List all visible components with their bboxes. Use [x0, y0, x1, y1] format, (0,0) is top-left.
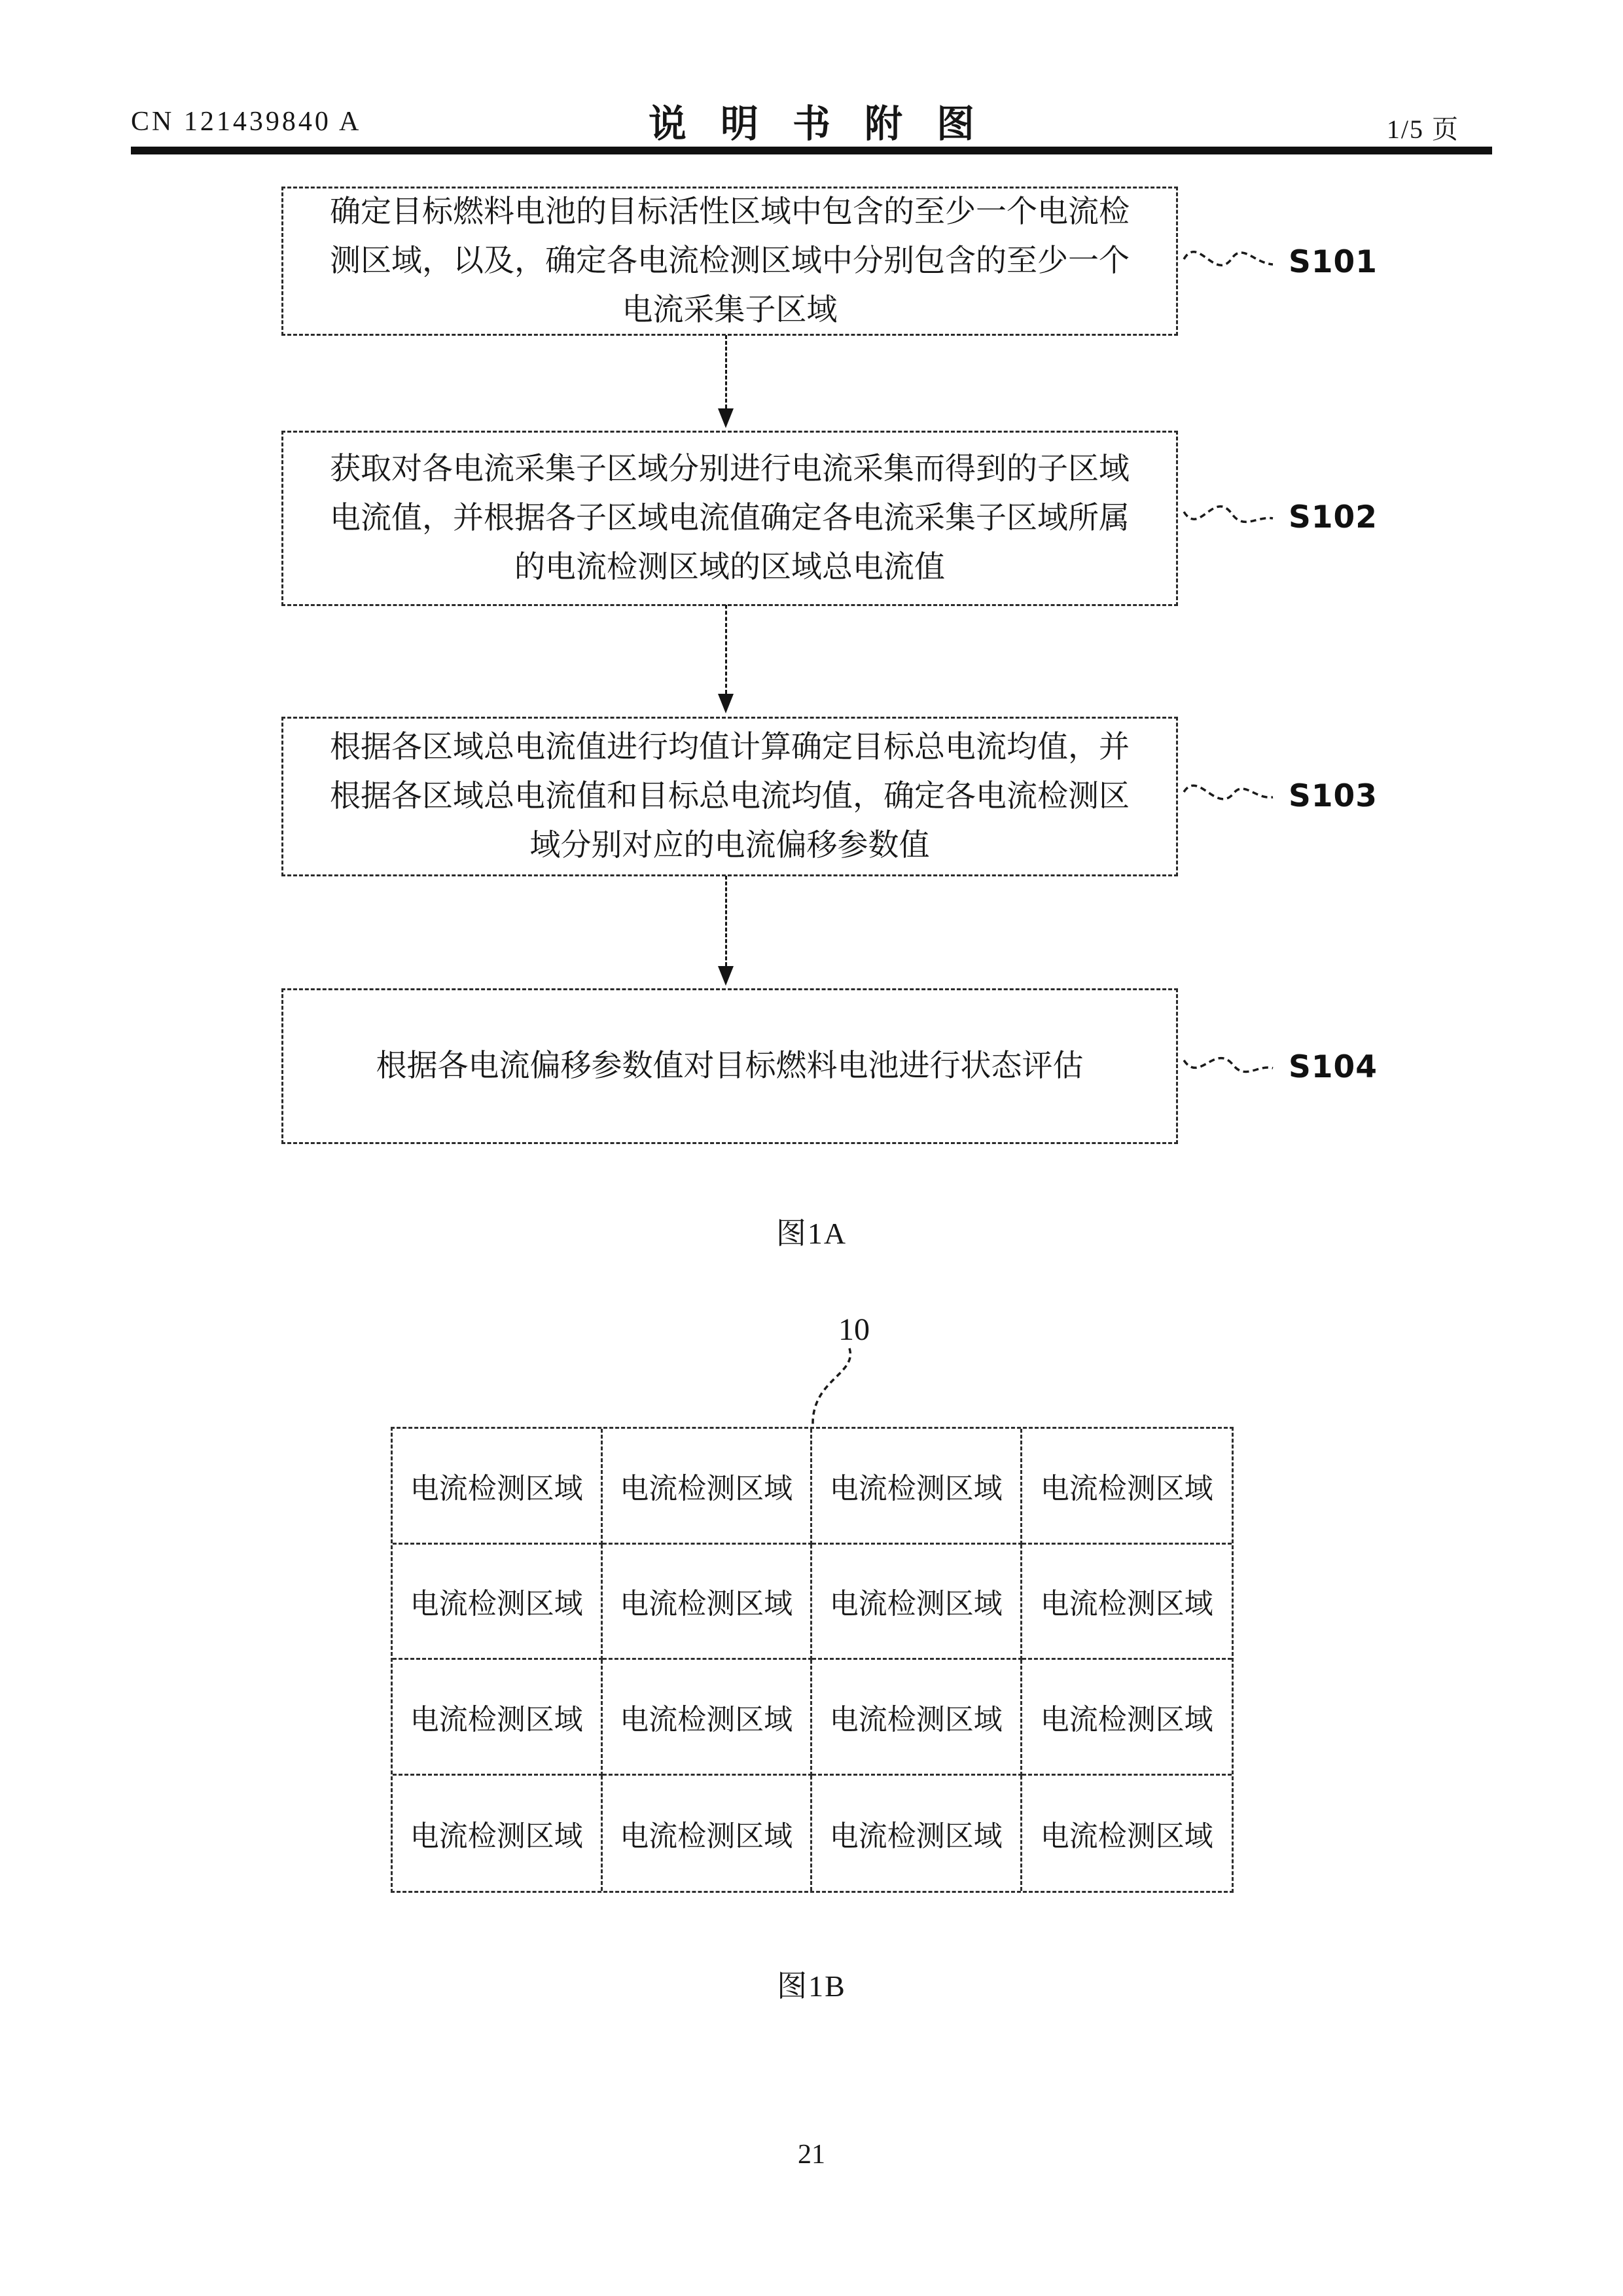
flow-step-text-line: 根据各区域总电流值进行均值计算确定目标总电流均值，并 — [330, 730, 1130, 764]
step-id: S102 — [1289, 499, 1378, 535]
flow-step-text-line: 获取对各电流采集子区域分别进行电流采集而得到的子区域 — [330, 452, 1130, 486]
figure-1a-caption: 图1A — [776, 1217, 847, 1250]
grid-cell: 电流检测区域 — [393, 1660, 603, 1776]
step-label-s104 — [1181, 1042, 1378, 1092]
page-title: 说明书附图 — [648, 103, 1008, 145]
figure-1b-caption: 图1B — [777, 1969, 846, 2003]
grid-cell: 电流检测区域 — [603, 1545, 813, 1660]
flow-step-s101 — [281, 187, 1178, 336]
grid-cell: 电流检测区域 — [1022, 1429, 1232, 1545]
page-indicator: 1/5 页 — [1386, 115, 1459, 144]
squiggle-leader-icon — [1181, 492, 1279, 542]
flow-step-text-line: 的电流检测区域的区域总电流值 — [514, 550, 945, 584]
arrow-head-icon — [718, 966, 734, 986]
step-label-s103 — [1181, 771, 1378, 821]
step-id: S103 — [1289, 778, 1378, 814]
grid-cell: 电流检测区域 — [393, 1776, 603, 1892]
arrow-shaft — [725, 876, 727, 966]
arrow-shaft — [725, 605, 727, 694]
grid-cell: 电流检测区域 — [812, 1429, 1022, 1545]
flow-step-s104 — [281, 988, 1178, 1144]
flow-step-text-line: 根据各电流偏移参数值对目标燃料电池进行状态评估 — [376, 1049, 1084, 1083]
squiggle-leader-icon — [1181, 771, 1279, 821]
grid-cell: 电流检测区域 — [603, 1776, 813, 1892]
step-label-s101 — [1181, 237, 1378, 287]
flow-arrow-down — [717, 335, 734, 428]
footer-page-number: 21 — [798, 2140, 825, 2170]
flow-step-text-line: 测区域，以及，确定各电流检测区域中分别包含的至少一个 — [330, 243, 1130, 278]
header-rule — [131, 147, 1492, 154]
reference-label-10: 10 — [838, 1312, 870, 1347]
grid-cell: 电流检测区域 — [393, 1429, 603, 1545]
flow-step-text-line: 电流值，并根据各子区域电流值确定各电流采集子区域所属 — [330, 501, 1130, 535]
flow-arrow-down — [717, 876, 734, 986]
squiggle-leader-icon — [1181, 237, 1279, 287]
flow-step-text-line: 域分别对应的电流偏移参数值 — [529, 828, 930, 863]
arrow-shaft — [725, 335, 727, 408]
squiggle-leader-icon — [1181, 1042, 1279, 1092]
grid-cell: 电流检测区域 — [393, 1545, 603, 1660]
grid-cell: 电流检测区域 — [1040, 1820, 1213, 1852]
arrow-head-icon — [718, 408, 734, 428]
flow-step-text-line: 确定目标燃料电池的目标活性区域中包含的至少一个电流检 — [330, 194, 1130, 229]
step-label-s102 — [1181, 492, 1378, 542]
flow-step-text-line: 电流采集子区域 — [622, 293, 838, 327]
grid-cell: 电流检测区域 — [1022, 1660, 1232, 1776]
grid-cell: 电流检测区域 — [812, 1545, 1022, 1660]
flow-step-s103 — [281, 717, 1178, 876]
grid-cell: 电流检测区域 — [812, 1776, 1022, 1892]
flow-arrow-down — [717, 605, 734, 713]
document-number: CN 121439840 A — [131, 107, 362, 137]
grid-cell: 电流检测区域 — [603, 1429, 813, 1545]
grid-cell: 电流检测区域 — [1022, 1545, 1232, 1660]
current-detection-region-grid — [391, 1427, 1234, 1893]
grid-cell: 电流检测区域 — [812, 1660, 1022, 1776]
reference-leader-icon — [800, 1346, 863, 1429]
flow-step-text-line: 根据各区域总电流值和目标总电流均值，确定各电流检测区 — [330, 779, 1130, 814]
grid-cell: 电流检测区域 — [603, 1660, 813, 1776]
flow-step-s102 — [281, 431, 1178, 606]
arrow-head-icon — [718, 694, 734, 713]
step-id: S101 — [1289, 243, 1378, 280]
step-id: S104 — [1289, 1049, 1378, 1085]
